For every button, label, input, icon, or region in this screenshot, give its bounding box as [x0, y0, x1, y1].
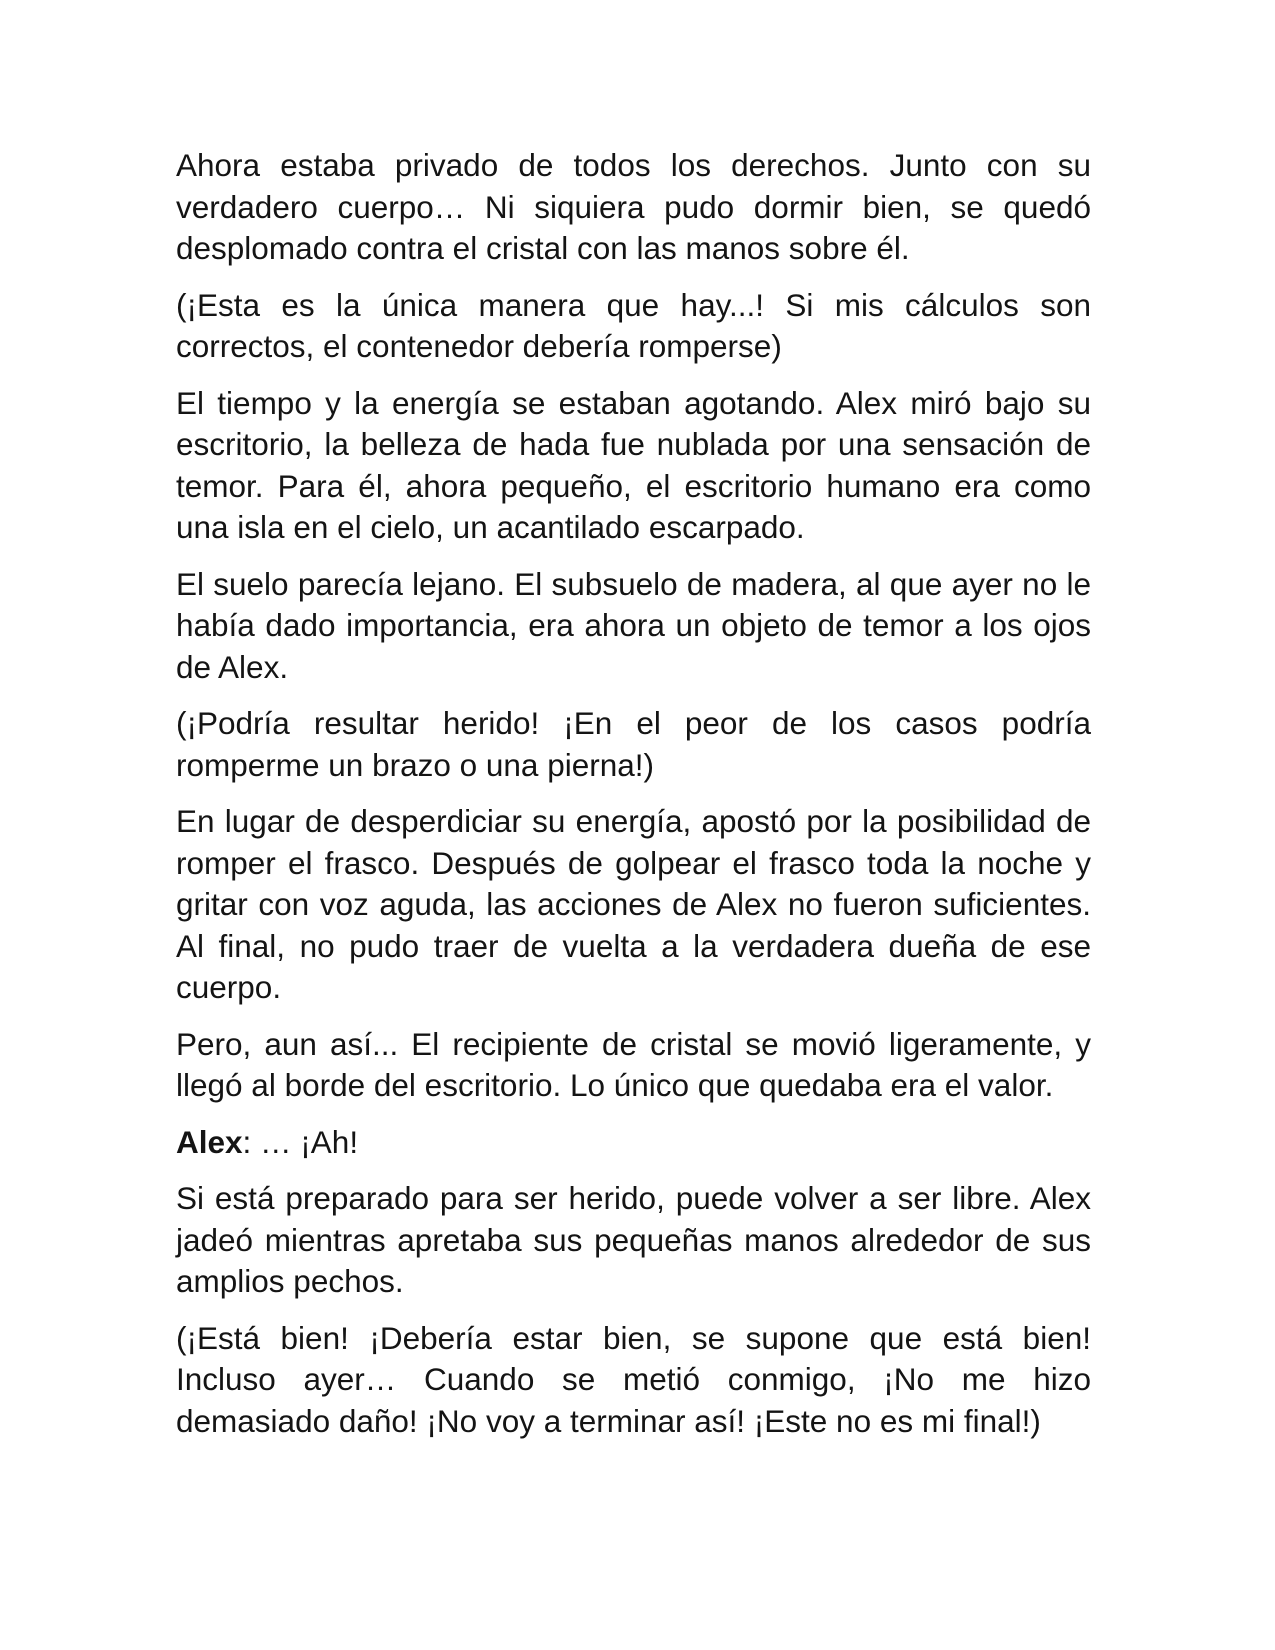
paragraph: En lugar de desperdiciar su energía, apostó por la posibilidad de romper el frasco. Después de golpear el frasco toda la noche y gritar con voz aguda, las acciones de Alex no fueron suficientes. Al final, no pudo traer de vuelta a la verdadera dueña de ese cuerpo. — [176, 803, 1091, 1005]
body-text — [176, 145, 1091, 1457]
dialogue-text: : … ¡Ah! — [242, 1123, 359, 1160]
paragraph: (¡Está bien! ¡Debería estar bien, se supone que está bien! Incluso ayer… Cuando se metió conmigo, ¡No me hizo demasiado daño! ¡No voy a terminar así! ¡Este no es mi final!) — [176, 1319, 1091, 1439]
paragraph: (¡Esta es la única manera que hay...! Si mis cálculos son correctos, el contenedor debería romperse) — [176, 286, 1091, 364]
paragraph: Pero, aun así... El recipiente de cristal se movió ligeramente, y llegó al borde del escritorio. Lo único que quedaba era el valor. — [176, 1025, 1091, 1103]
paragraph: Ahora estaba privado de todos los derechos. Junto con su verdadero cuerpo… Ni siquiera pudo dormir bien, se quedó desplomado contra el cristal con las manos sobre él. — [176, 147, 1091, 266]
paragraph: Si está preparado para ser herido, puede volver a ser libre. Alex jadeó mientras apretaba sus pequeñas manos alrededor de sus amplios pechos. — [176, 1180, 1091, 1299]
paragraph: (¡Podría resultar herido! ¡En el peor de los casos podría romperme un brazo o una pierna!) — [176, 705, 1091, 783]
paragraph: El tiempo y la energía se estaban agotando. Alex miró bajo su escritorio, la belleza de hada fue nublada por una sensación de temor. Para él, ahora pequeño, el escritorio humano era como una isla en el cielo, un acantilado escarpado. — [176, 384, 1091, 545]
dialogue-line — [176, 1122, 1091, 1164]
speaker-name: Alex — [176, 1123, 243, 1160]
paragraph: El suelo parecía lejano. El subsuelo de madera, al que ayer no le había dado importancia, era ahora un objeto de temor a los ojos de Alex. — [176, 565, 1091, 685]
